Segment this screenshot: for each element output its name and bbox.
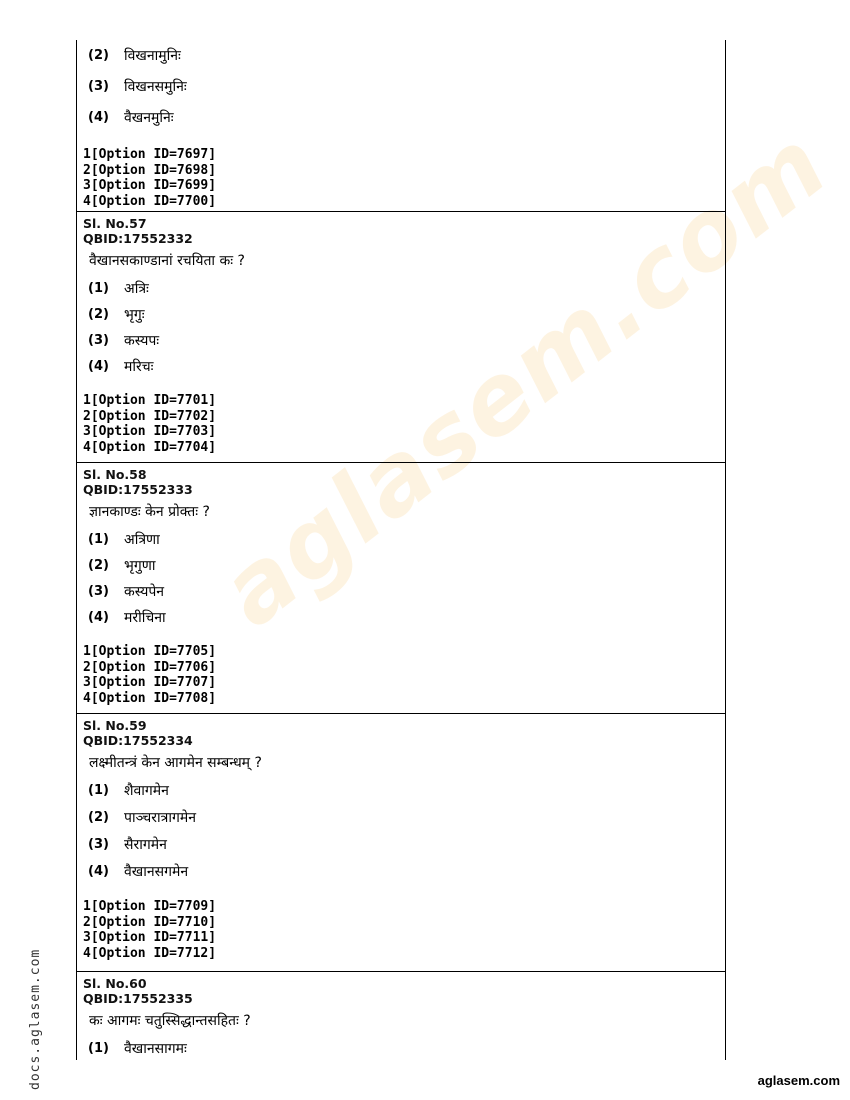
option-ids [83,899,725,961]
option-number: (3) [88,79,109,94]
option-text: वैखनमुनिः [124,110,174,126]
option-text: पाञ्चरात्रागमेन [124,810,197,826]
option-row [83,327,725,353]
option-id: 3[Option ID=7699] [83,178,217,194]
serial-number: Sl. No.60 [83,976,147,991]
question-text: लक्ष्मीतन्त्रं केन आगमेन सम्बन्धम् ? [89,755,262,771]
option-number: (4) [88,110,109,125]
question-block-59 [77,713,725,961]
option-id: 3[Option ID=7703] [83,424,217,440]
option-row [83,777,725,804]
question-block-58 [77,462,725,706]
option-number: (4) [88,609,109,625]
serial-number: Sl. No.58 [83,467,147,482]
option-number: (4) [88,358,109,374]
option-number: (2) [88,48,109,63]
option-id: 4[Option ID=7712] [83,945,217,961]
watermark: aglasem.com [200,107,849,649]
option-number: (1) [88,1040,109,1056]
serial-number: Sl. No.59 [83,718,147,733]
option-id: 1[Option ID=7701] [83,393,217,408]
side-url: docs.aglasem.com [28,948,43,1090]
option-id: 3[Option ID=7707] [83,675,217,691]
brand-footer: aglasem.com [757,1073,840,1088]
option-row [83,858,725,885]
question-paper-frame [76,40,726,1060]
serial-number: Sl. No.57 [83,216,147,231]
option-text: मरीचिना [124,609,166,626]
option-id: 2[Option ID=7702] [83,408,217,424]
option-row [83,275,725,301]
option-number: (4) [88,864,109,879]
option-row [83,102,725,133]
option-row [83,301,725,327]
option-row [83,552,725,578]
option-row [83,353,725,379]
option-text: विखनामुनिः [124,48,181,64]
option-ids [83,147,725,209]
option-number: (1) [88,783,109,798]
option-row [83,526,725,552]
option-text: अत्रिः [124,280,149,297]
qbid: QBID:17552333 [83,482,193,497]
option-text: कस्यपः [124,332,160,349]
option-id: 2[Option ID=7706] [83,659,217,675]
option-row [83,831,725,858]
option-text: शैवागमेन [124,783,169,799]
qbid: QBID:17552335 [83,991,193,1006]
option-text: वैखानसगमेन [124,864,189,880]
question-text: ज्ञानकाण्डः केन प्रोक्तः ? [89,504,210,520]
option-text: मरिचः [124,358,154,375]
option-ids [83,393,725,455]
option-text: अत्रिणा [124,531,160,548]
option-row [83,40,725,71]
option-number: (3) [88,332,109,348]
question-block-60 [77,971,725,1061]
option-id: 1[Option ID=7705] [83,644,217,659]
question-continuation [77,40,725,209]
option-text: भृगुः [124,306,145,323]
option-number: (1) [88,531,109,547]
option-id: 1[Option ID=7709] [83,899,217,914]
option-id: 2[Option ID=7698] [83,162,217,178]
option-text: भृगुणा [124,557,156,574]
question-block-57 [77,211,725,455]
option-text: सैरागमेन [124,837,167,853]
option-number: (3) [88,583,109,599]
option-number: (2) [88,810,109,825]
qbid: QBID:17552334 [83,733,193,748]
option-text: कस्यपेन [124,583,165,600]
option-number: (2) [88,306,109,322]
option-row [83,1035,725,1061]
option-row [83,604,725,630]
option-number: (2) [88,557,109,573]
option-id: 1[Option ID=7697] [83,147,217,162]
option-number: (1) [88,280,109,296]
option-id: 4[Option ID=7700] [83,193,217,209]
option-id: 2[Option ID=7710] [83,914,217,930]
option-id: 4[Option ID=7704] [83,439,217,455]
qbid: QBID:17552332 [83,231,193,246]
option-row [83,804,725,831]
option-number: (3) [88,837,109,852]
option-id: 3[Option ID=7711] [83,930,217,946]
option-text: वैखानसागमः [124,1040,187,1057]
option-ids [83,644,725,706]
option-id: 4[Option ID=7708] [83,690,217,706]
option-row [83,71,725,102]
option-row [83,578,725,604]
question-text: वैखानसकाण्डानां रचयिता कः ? [89,253,245,269]
question-text: कः आगमः चतुस्सिद्धान्तसहितः ? [89,1013,251,1029]
option-text: विखनसमुनिः [124,79,187,95]
